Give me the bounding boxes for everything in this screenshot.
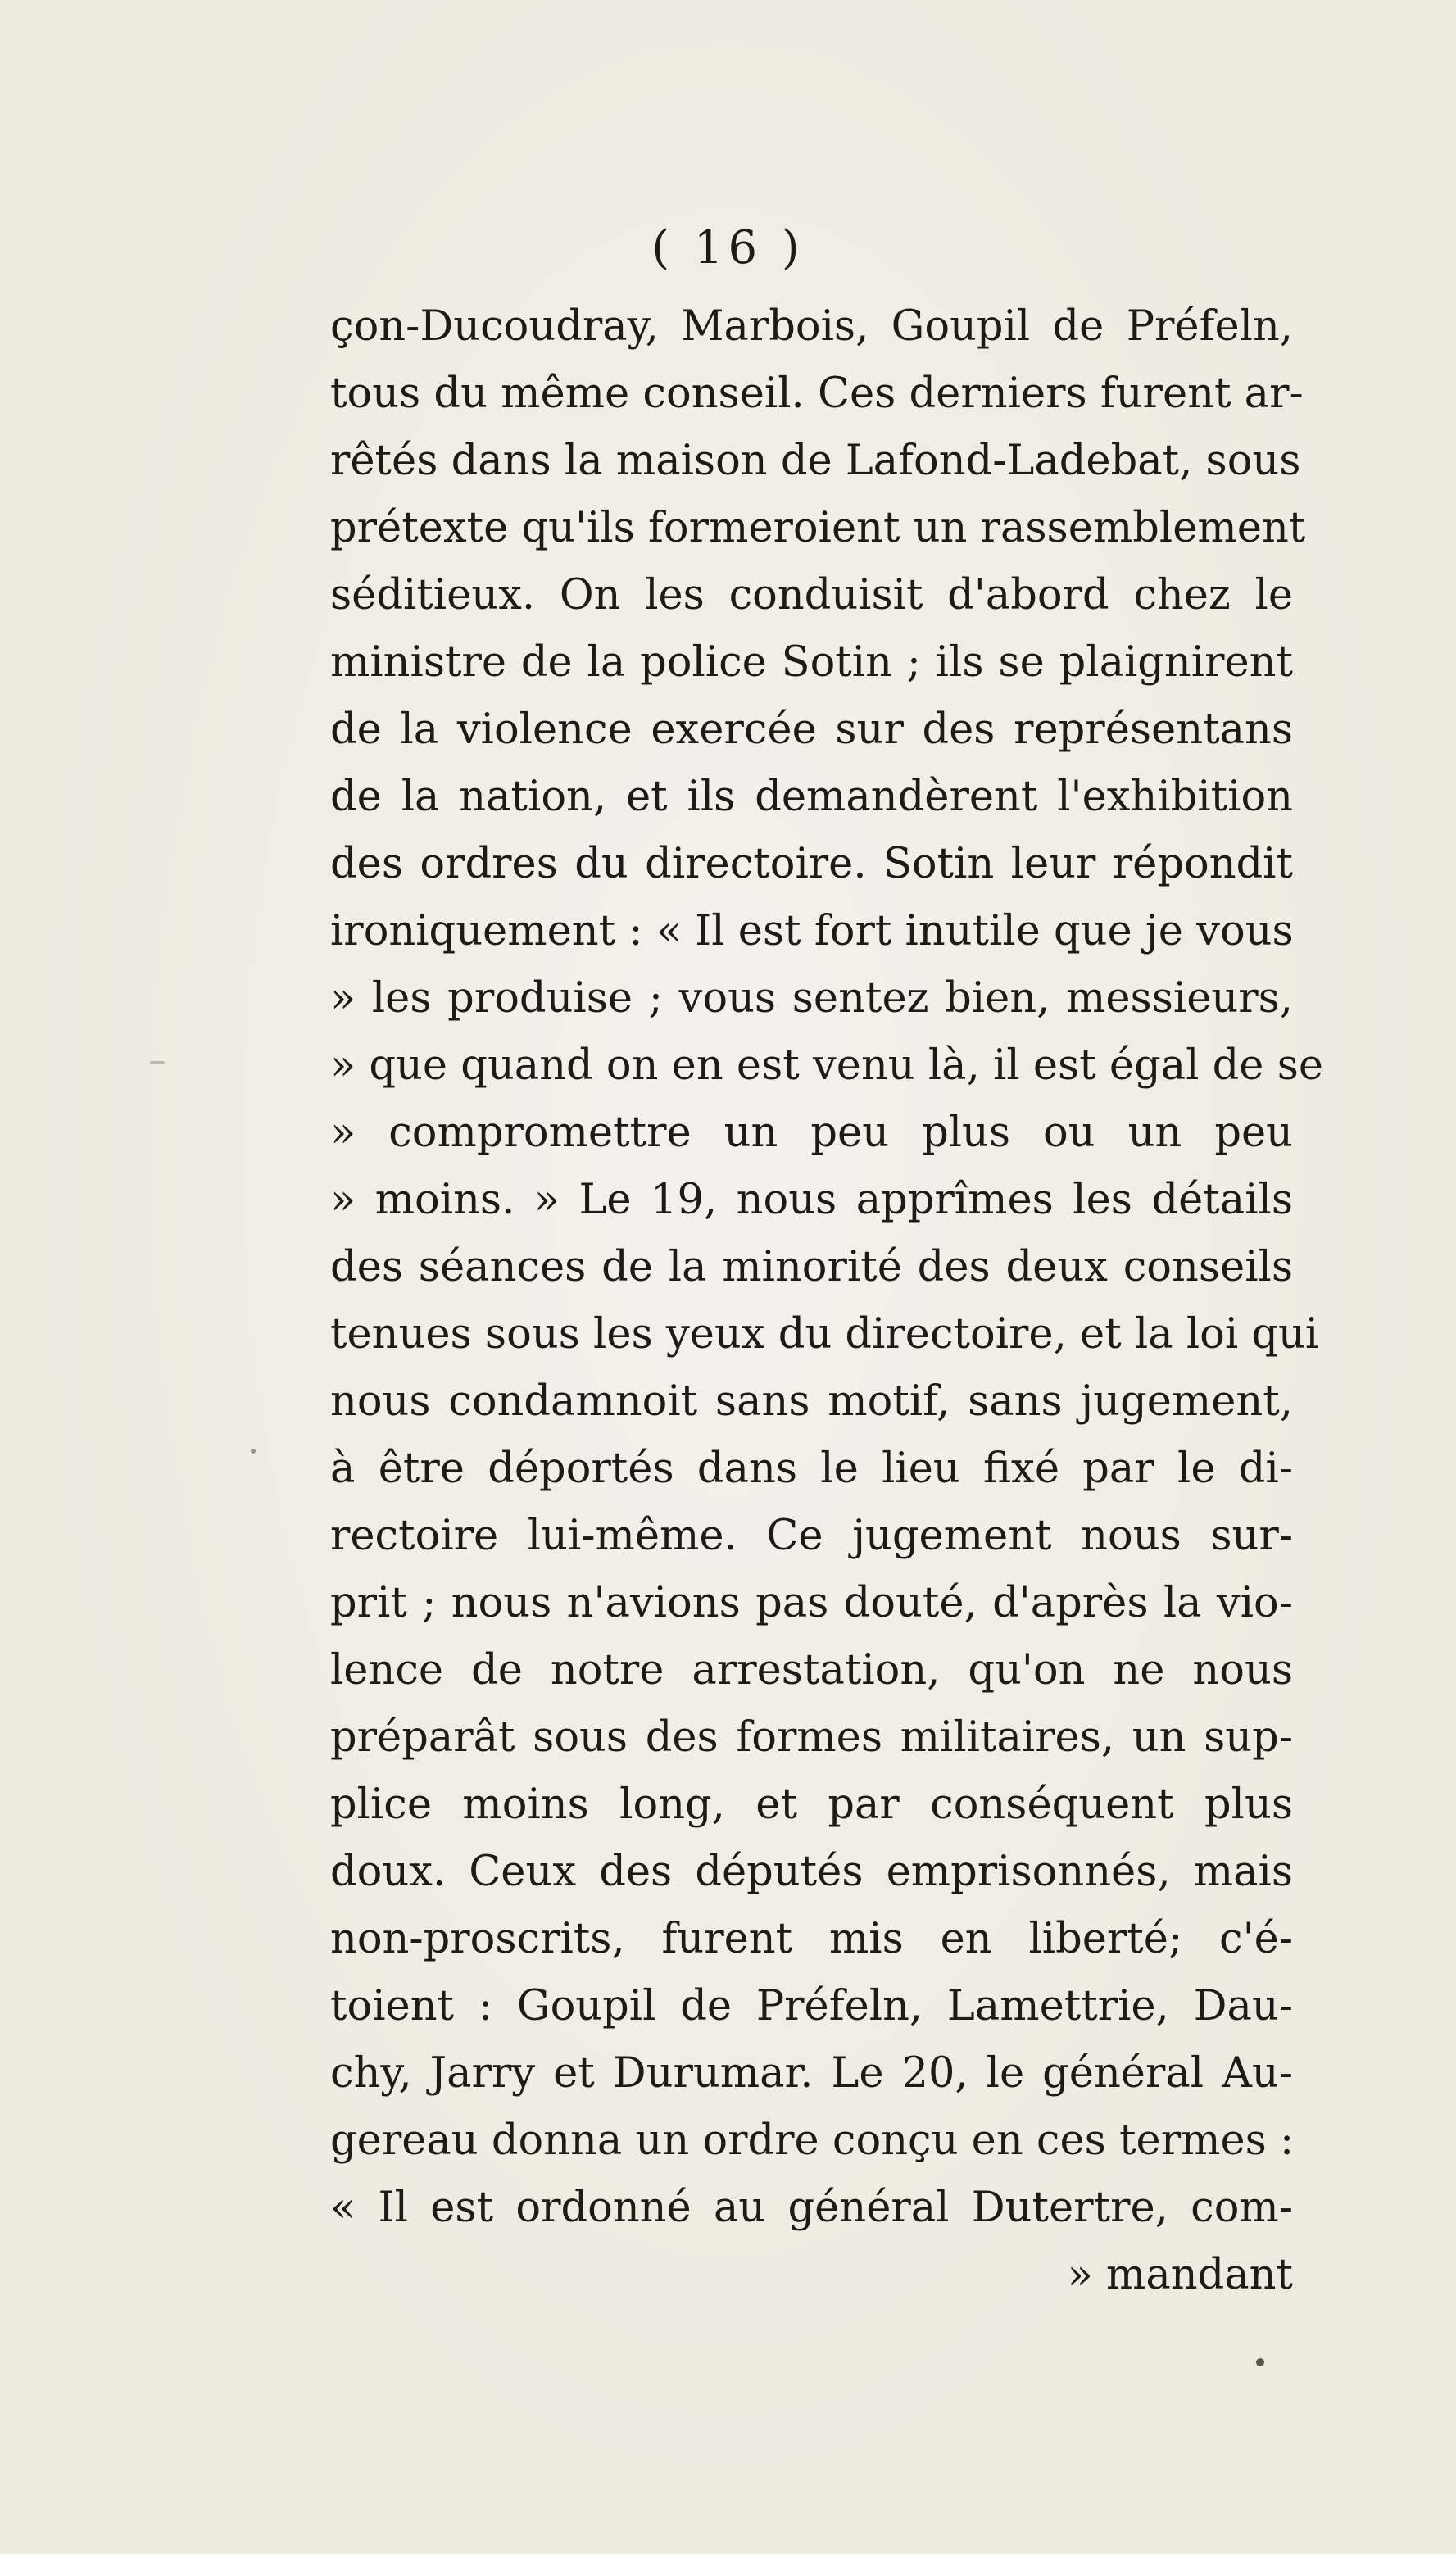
text-line: préparât sous des formes militaires, un sup- (330, 1713, 1293, 1762)
page-number: ( 16 ) (651, 221, 805, 274)
text-line: non-proscrits, furent mis en liberté; c'é- (330, 1915, 1293, 1963)
text-line: » les produise ; vous sentez bien, messieurs, (330, 974, 1293, 1023)
text-line: prétexte qu'ils formeroient un rassemblement (330, 504, 1306, 552)
text-line: de la violence exercée sur des représentans (330, 705, 1293, 754)
text-line: à être déportés dans le lieu fixé par le di- (330, 1445, 1293, 1493)
text-line: rêtés dans la maison de Lafond-Ladebat, sous (330, 437, 1301, 485)
text-line: de la nation, et ils demandèrent l'exhibition (330, 773, 1293, 821)
text-line: des séances de la minorité des deux conseils (330, 1243, 1293, 1291)
body-text (330, 293, 1324, 2309)
text-line: doux. Ceux des députés emprisonnés, mais (330, 1848, 1293, 1896)
text-line: » moins. » Le 19, nous apprîmes les détails (330, 1176, 1293, 1224)
text-line: prit ; nous n'avions pas douté, d'après la vio- (330, 1579, 1293, 1627)
text-line: toient : Goupil de Préfeln, Lamettrie, Dau- (330, 1982, 1293, 2030)
text-line: » compromettre un peu plus ou un peu (330, 1109, 1293, 1157)
text-line: çon-Ducoudray, Marbois, Goupil de Préfeln, (330, 302, 1293, 351)
text-line: tenues sous les yeux du directoire, et la loi qui (330, 1310, 1319, 1359)
paper-speck (1256, 2358, 1264, 2366)
paper-speck (251, 1449, 256, 1454)
paper-speck (150, 1061, 165, 1064)
text-line: » que quand on en est venu là, il est égal de se (330, 1041, 1324, 1090)
text-line: ironiquement : « Il est fort inutile que je vous (330, 907, 1294, 955)
catchword-line: » mandant (1067, 2251, 1293, 2299)
text-line: « Il est ordonné au général Dutertre, com- (330, 2184, 1293, 2232)
text-line: séditieux. On les conduisit d'abord chez le (330, 571, 1293, 619)
text-line: des ordres du directoire. Sotin leur répondit (330, 840, 1293, 888)
text-line: nous condamnoit sans motif, sans jugement, (330, 1377, 1293, 1426)
text-line: tous du même conseil. Ces derniers furent ar- (330, 370, 1304, 418)
text-line: lence de notre arrestation, qu'on ne nous (330, 1646, 1293, 1694)
text-line: plice moins long, et par conséquent plus (330, 1781, 1293, 1829)
text-line: chy, Jarry et Durumar. Le 20, le général Au- (330, 2049, 1293, 2098)
text-line: ministre de la police Sotin ; ils se plaignirent (330, 638, 1293, 687)
text-line: gereau donna un ordre conçu en ces termes : (330, 2116, 1295, 2165)
text-line: rectoire lui-même. Ce jugement nous sur- (330, 1512, 1293, 1560)
